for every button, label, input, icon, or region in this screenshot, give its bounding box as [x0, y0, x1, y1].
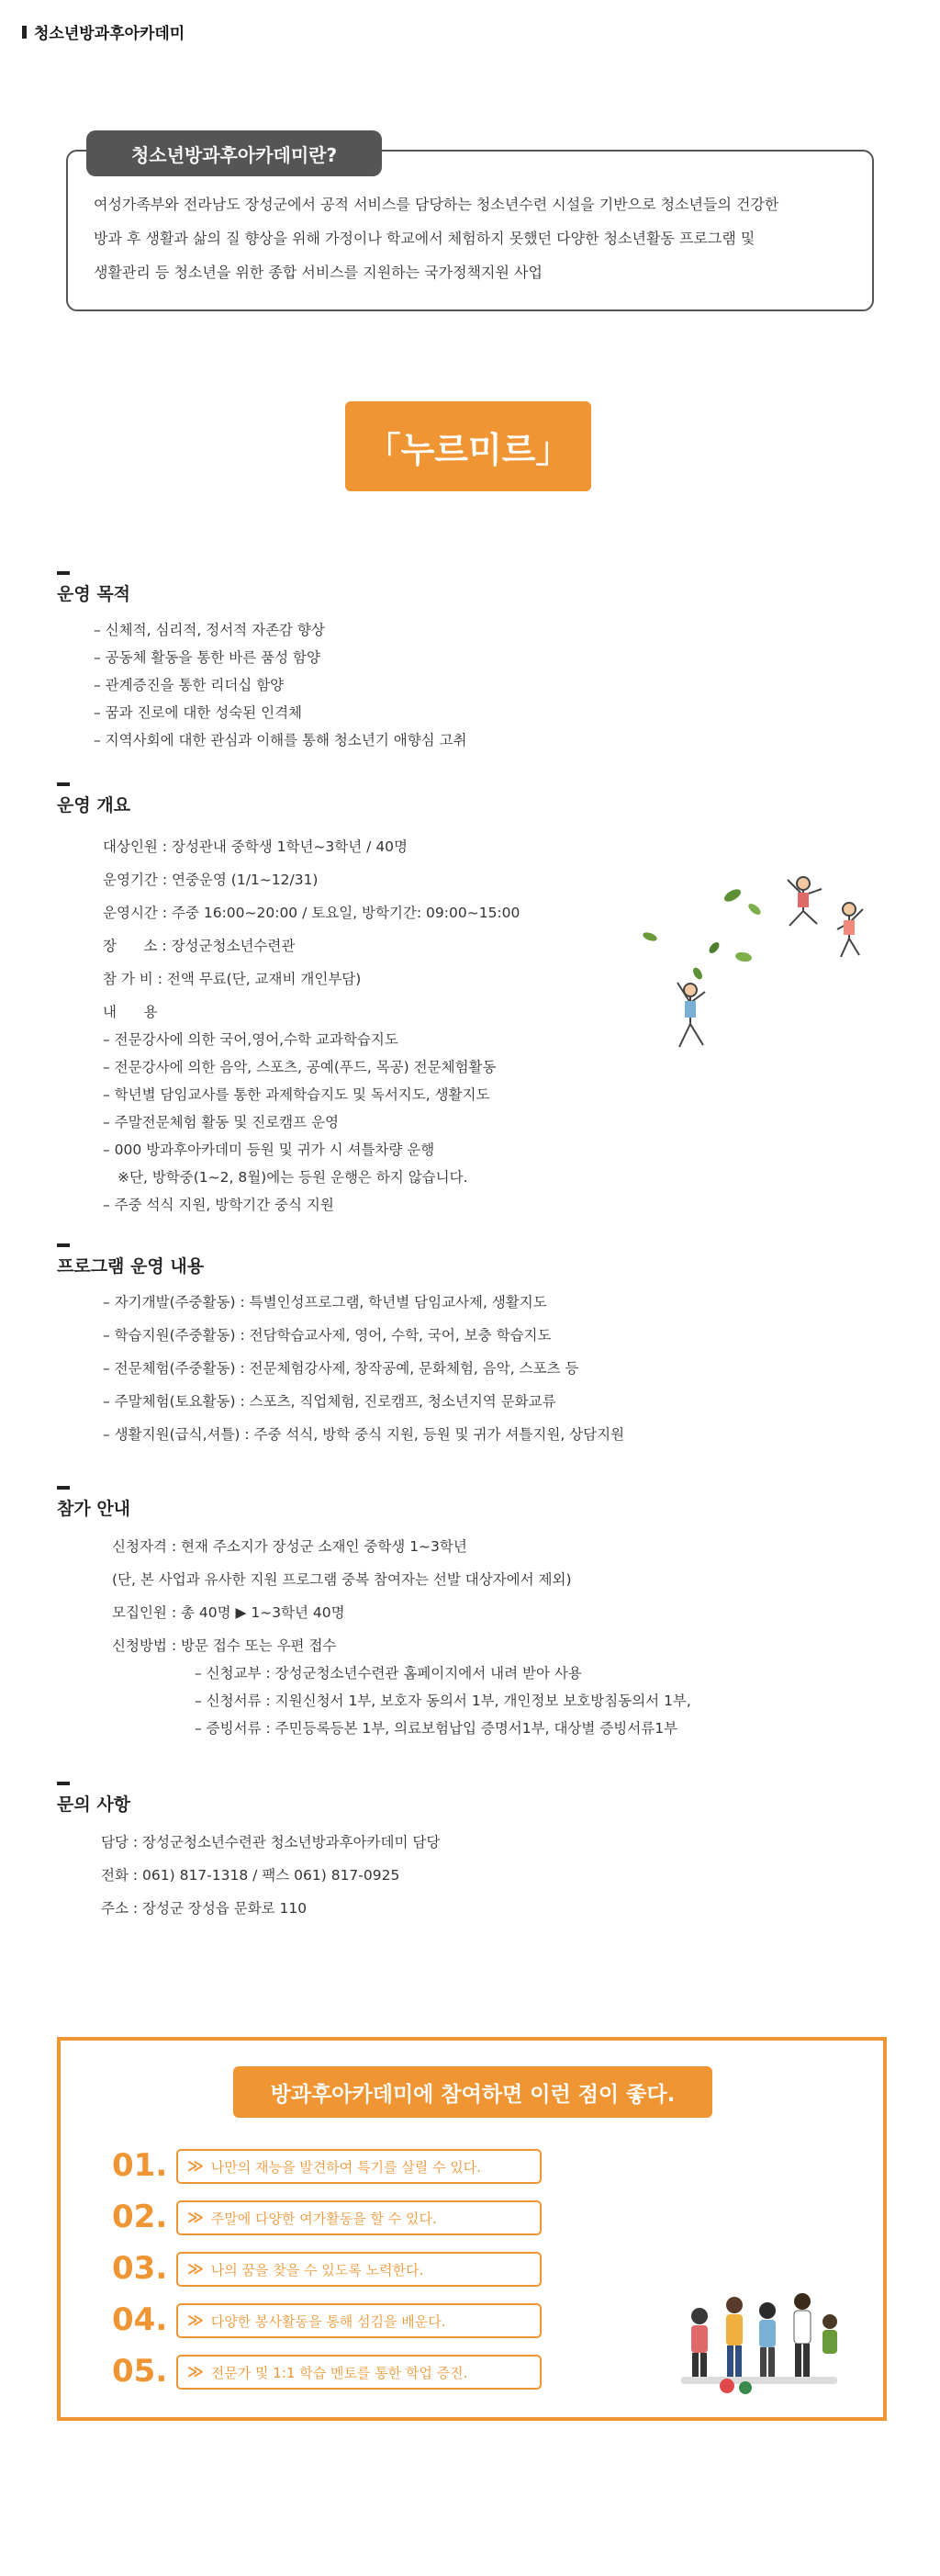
title-bar-marker [22, 26, 27, 39]
section-title-join: 참가 안내 [57, 1495, 130, 1520]
benefit-item [176, 2355, 542, 2390]
list-item: – 신청서류 : 지원신청서 1부, 보호자 동의서 1부, 개인정보 보호방침동의서 1부, [195, 1693, 691, 1709]
info-row: 신청방법 : 방문 접수 또는 우편 접수 [112, 1637, 337, 1654]
jumping-girl-icon [837, 903, 863, 957]
benefit-item [176, 2149, 542, 2184]
students-group-illustration [672, 2268, 846, 2406]
chevron-right-icon: ≫ [187, 2363, 204, 2381]
info-row: 운영기간 : 연중운영 (1/1~12/31) [103, 872, 319, 888]
info-row: 참 가 비 : 전액 무료(단, 교재비 개인부담) [103, 971, 362, 987]
contact-row: 주소 : 장성군 장성읍 문화로 110 [101, 1900, 308, 1917]
list-item: – 증빙서류 : 주민등록등본 1부, 의료보험납입 증명서1부, 대상별 증빙서류1부 [195, 1720, 678, 1737]
info-row: 모집인원 : 총 40명 ▶ 1~3학년 40명 [112, 1604, 345, 1621]
benefit-text: 전문가 및 1:1 학습 멘토를 통한 학업 증진. [210, 2364, 468, 2381]
section-marker [57, 1243, 70, 1247]
info-row: 장 소 : 장성군청소년수련관 [103, 938, 296, 954]
list-item: – 공동체 활동을 통한 바른 품성 함양 [94, 649, 320, 666]
info-row: 신청자격 : 현재 주소지가 장성군 소재인 중학생 1~3학년 [112, 1538, 467, 1555]
page-title-text: 청소년방과후아카데미 [34, 25, 185, 43]
jumping-child-icon [677, 983, 705, 1047]
list-item: – 신체적, 심리적, 정서적 자존감 향상 [94, 622, 325, 638]
student-icon [822, 2314, 837, 2354]
benefit-text: 나만의 재능을 발견하여 특기를 살릴 수 있다. [210, 2158, 481, 2176]
leaf-icon [642, 887, 763, 981]
ball-icon [739, 2381, 752, 2394]
section-marker [57, 1782, 70, 1785]
intro-line: 생활관리 등 청소년을 위한 종합 서비스를 지원하는 국가정책지원 사업 [94, 264, 543, 281]
benefit-text: 다양한 봉사활동을 통해 섬김을 배운다. [210, 2312, 446, 2330]
jumping-kids-illustration [633, 872, 881, 1074]
list-item: – 꿈과 진로에 대한 성숙된 인격체 [94, 704, 303, 721]
section-marker [57, 1486, 70, 1490]
list-item: – 전문체험(주중활동) : 전문체험강사제, 창작공예, 문화체험, 음악, 스포츠 등 [103, 1360, 579, 1377]
program-name-banner: 「누르미르」 [345, 401, 591, 491]
student-icon [726, 2297, 743, 2377]
benefit-text: 나의 꿈을 찾을 수 있도록 노력한다. [210, 2261, 424, 2278]
info-row: 운영시간 : 주중 16:00~20:00 / 토요일, 방학기간: 09:00~15:00 [103, 905, 520, 921]
intro-line: 여성가족부와 전라남도 장성군에서 공적 서비스를 담당하는 청소년수련 시설을 기반으로 청소년들의 건강한 [94, 196, 779, 213]
chevron-right-icon: ≫ [187, 2312, 204, 2330]
intro-line: 방과 후 생활과 삶의 질 향상을 위해 가정이나 학교에서 체험하지 못했던 다양한 청소년활동 프로그램 및 [94, 230, 755, 247]
section-title-program: 프로그램 운영 내용 [57, 1253, 204, 1277]
benefit-item [176, 2200, 542, 2235]
contact-row: 담당 : 장성군청소년수련관 청소년방과후아카데미 담당 [101, 1834, 441, 1850]
info-row: (단, 본 사업과 유사한 지원 프로그램 중복 참여자는 선발 대상자에서 제외) [112, 1571, 572, 1588]
list-item: – 주말체험(토요활동) : 스포츠, 직업체험, 진로캠프, 청소년지역 문화교류 [103, 1393, 556, 1410]
intro-title: 청소년방과후아카데미란? [86, 130, 382, 176]
list-note: ※단, 방학중(1~2, 8월)에는 등원 운행은 하지 않습니다. [118, 1169, 468, 1186]
section-title-overview: 운영 개요 [57, 792, 130, 816]
list-item: – 신청교부 : 장성군청소년수련관 홈페이지에서 내려 받아 사용 [195, 1665, 582, 1682]
student-icon [691, 2308, 708, 2377]
info-row: 내 용 [103, 1004, 158, 1020]
section-marker [57, 571, 70, 575]
bench-icon [681, 2377, 837, 2384]
chevron-right-icon: ≫ [187, 2209, 204, 2227]
benefit-number: 05. [112, 2353, 168, 2390]
list-item: – 주중 석식 지원, 방학기간 중식 지원 [103, 1197, 334, 1213]
benefit-item [176, 2303, 542, 2338]
list-item: – 주말전문체험 활동 및 진로캠프 운영 [103, 1114, 339, 1131]
section-marker [57, 782, 70, 786]
list-item: – 학습지원(주중활동) : 전담학습교사제, 영어, 수학, 국어, 보충 학습지도 [103, 1327, 552, 1344]
page-title [22, 20, 185, 43]
benefit-number: 04. [112, 2301, 168, 2338]
chevron-right-icon: ≫ [187, 2157, 204, 2176]
jumping-boy-icon [788, 877, 822, 926]
list-item: – 지역사회에 대한 관심과 이해를 통해 청소년기 애향심 고취 [94, 732, 467, 748]
list-item: – 000 방과후아카데미 등원 및 귀가 시 셔틀차량 운행 [103, 1142, 435, 1158]
student-icon [759, 2302, 776, 2377]
chevron-right-icon: ≫ [187, 2260, 204, 2278]
benefit-text: 주말에 다양한 여가활동을 할 수 있다. [210, 2210, 437, 2227]
list-item: – 생활지원(급식,셔틀) : 주중 석식, 방학 중식 지원, 등원 및 귀가 셔틀지원, 상담지원 [103, 1426, 625, 1443]
info-row: 대상인원 : 장성관내 중학생 1학년~3학년 / 40명 [103, 838, 408, 855]
list-item: – 관계증진을 통한 리더십 함양 [94, 677, 285, 693]
list-item: – 학년별 담임교사를 통한 과제학습지도 및 독서지도, 생활지도 [103, 1086, 490, 1103]
benefit-number: 01. [112, 2147, 168, 2184]
list-item: – 전문강사에 의한 음악, 스포츠, 공예(푸드, 목공) 전문체험활동 [103, 1059, 497, 1075]
intro-text [94, 187, 856, 289]
section-title-purpose: 운영 목적 [57, 580, 130, 605]
benefit-number: 03. [112, 2250, 168, 2287]
list-item: – 전문강사에 의한 국어,영어,수학 교과학습지도 [103, 1031, 398, 1048]
student-icon [794, 2293, 811, 2377]
benefit-item [176, 2252, 542, 2287]
section-title-contact: 문의 사항 [57, 1791, 130, 1816]
contact-row: 전화 : 061) 817-1318 / 팩스 061) 817-0925 [101, 1867, 400, 1884]
benefits-title: 방과후아카데미에 참여하면 이런 점이 좋다. [233, 2066, 712, 2118]
ball-icon [720, 2379, 734, 2393]
list-item: – 자기개발(주중활동) : 특별인성프로그램, 학년별 담임교사제, 생활지도 [103, 1294, 547, 1310]
benefit-number: 02. [112, 2199, 168, 2235]
